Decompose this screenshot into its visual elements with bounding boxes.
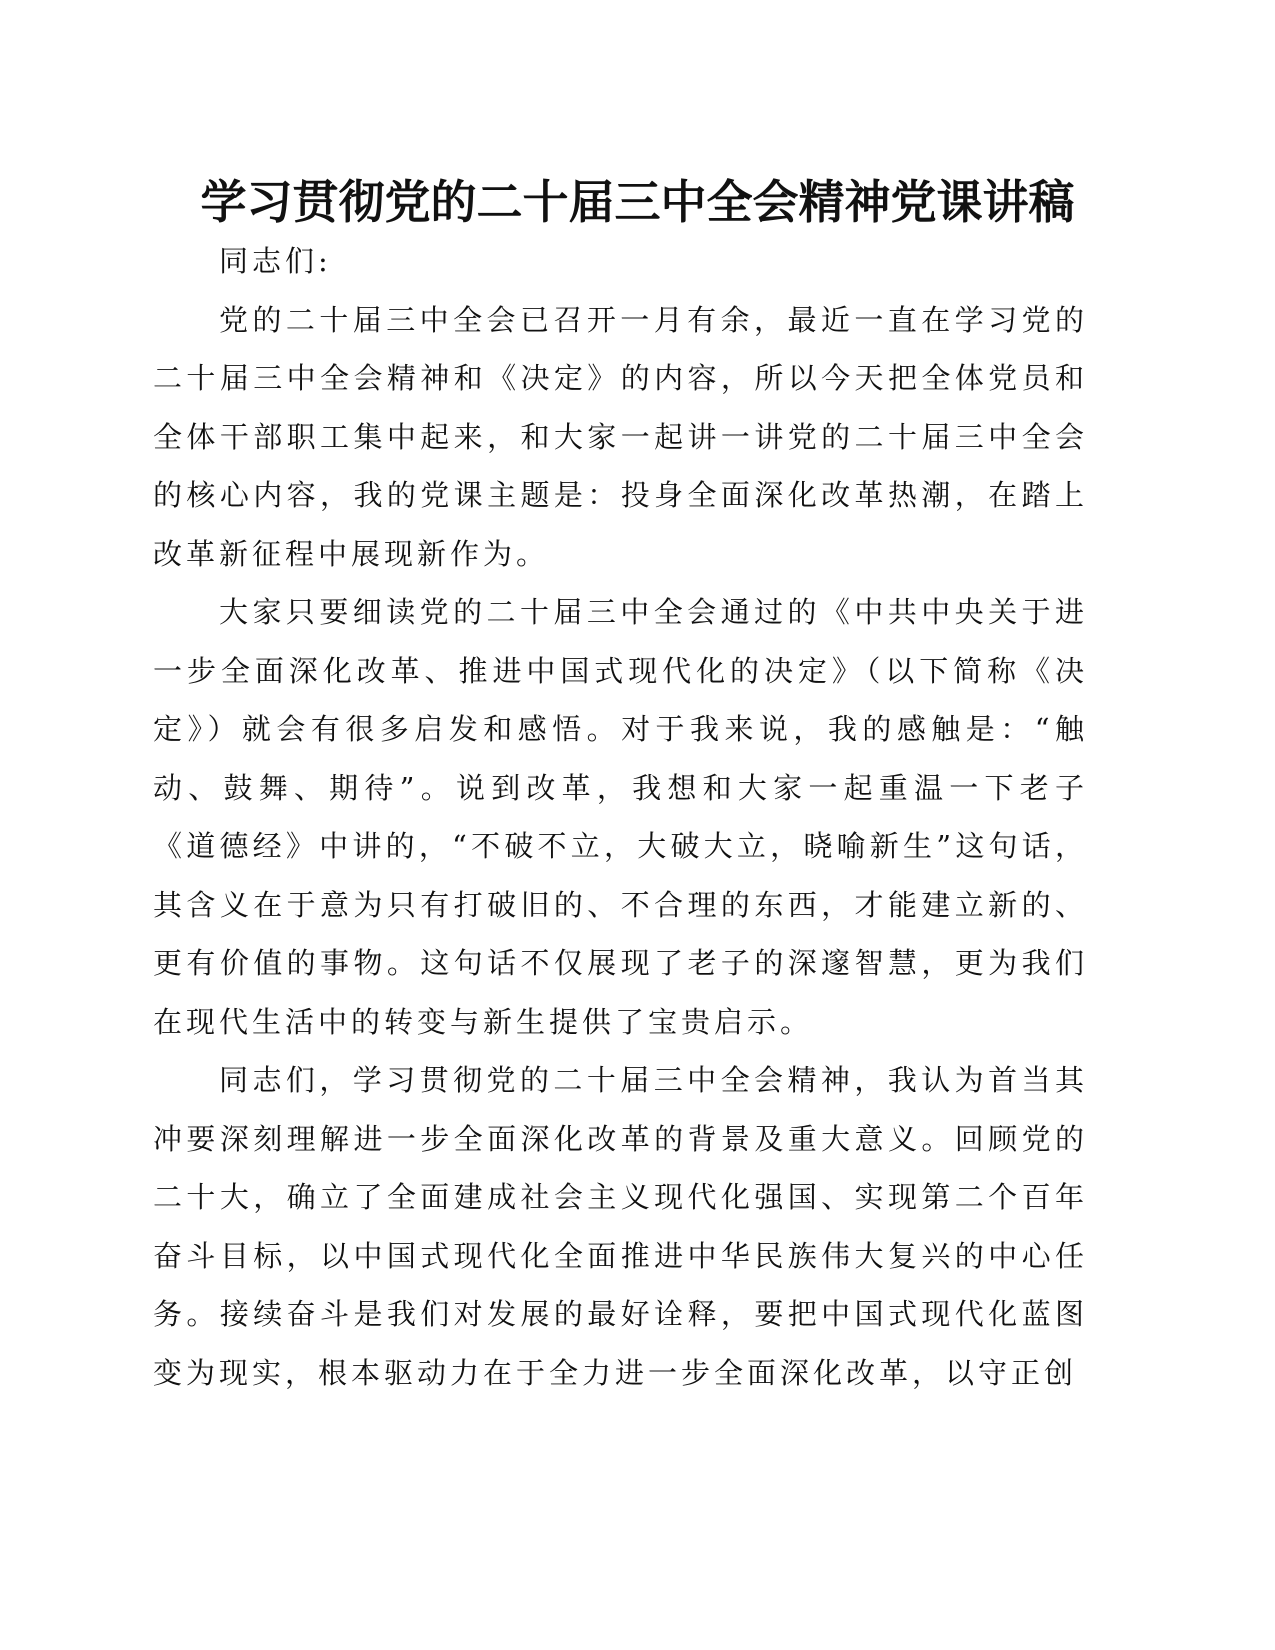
document-body	[153, 232, 1088, 1402]
document-title: 学习贯彻党的二十届三中全会精神党课讲稿	[200, 175, 1075, 229]
paragraph-3: 同志们，学习贯彻党的二十届三中全会精神，我认为首当其冲要深刻理解进一步全面深化改革的背景及重大意义。回顾党的二十大，确立了全面建成社会主义现代化强国、实现第二个百年奋斗目标，以中国式现代化全面推进中华民族伟大复兴的中心任务。接续奋斗是我们对发展的最好诠释，要把中国式现代化蓝图变为现实，根本驱动力在于全力进一步全面深化改革，以守正创	[153, 1063, 1088, 1390]
paragraph-1: 党的二十届三中全会已召开一月有余，最近一直在学习党的二十届三中全会精神和《决定》的内容，所以今天把全体党员和全体干部职工集中起来，和大家一起讲一讲党的二十届三中全会的核心内容，我的党课主题是：投身全面深化改革热潮，在踏上改革新征程中展现新作为。	[153, 302, 1088, 571]
paragraph-2: 大家只要细读党的二十届三中全会通过的《中共中央关于进一步全面深化改革、推进中国式现代化的决定》（以下简称《决定》）就会有很多启发和感悟。对于我来说，我的感触是：“触动、鼓舞、期待”。说到改革，我想和大家一起重温一下老子《道德经》中讲的，“不破不立，大破大立，晓喻新生”这句话，其含义在于意为只有打破旧的、不合理的东西，才能建立新的、更有价值的事物。这句话不仅展现了老子的深邃智慧，更为我们在现代生活中的转变与新生提供了宝贵启示。	[153, 595, 1088, 1039]
paragraph-salutation: 同志们:	[219, 244, 332, 278]
